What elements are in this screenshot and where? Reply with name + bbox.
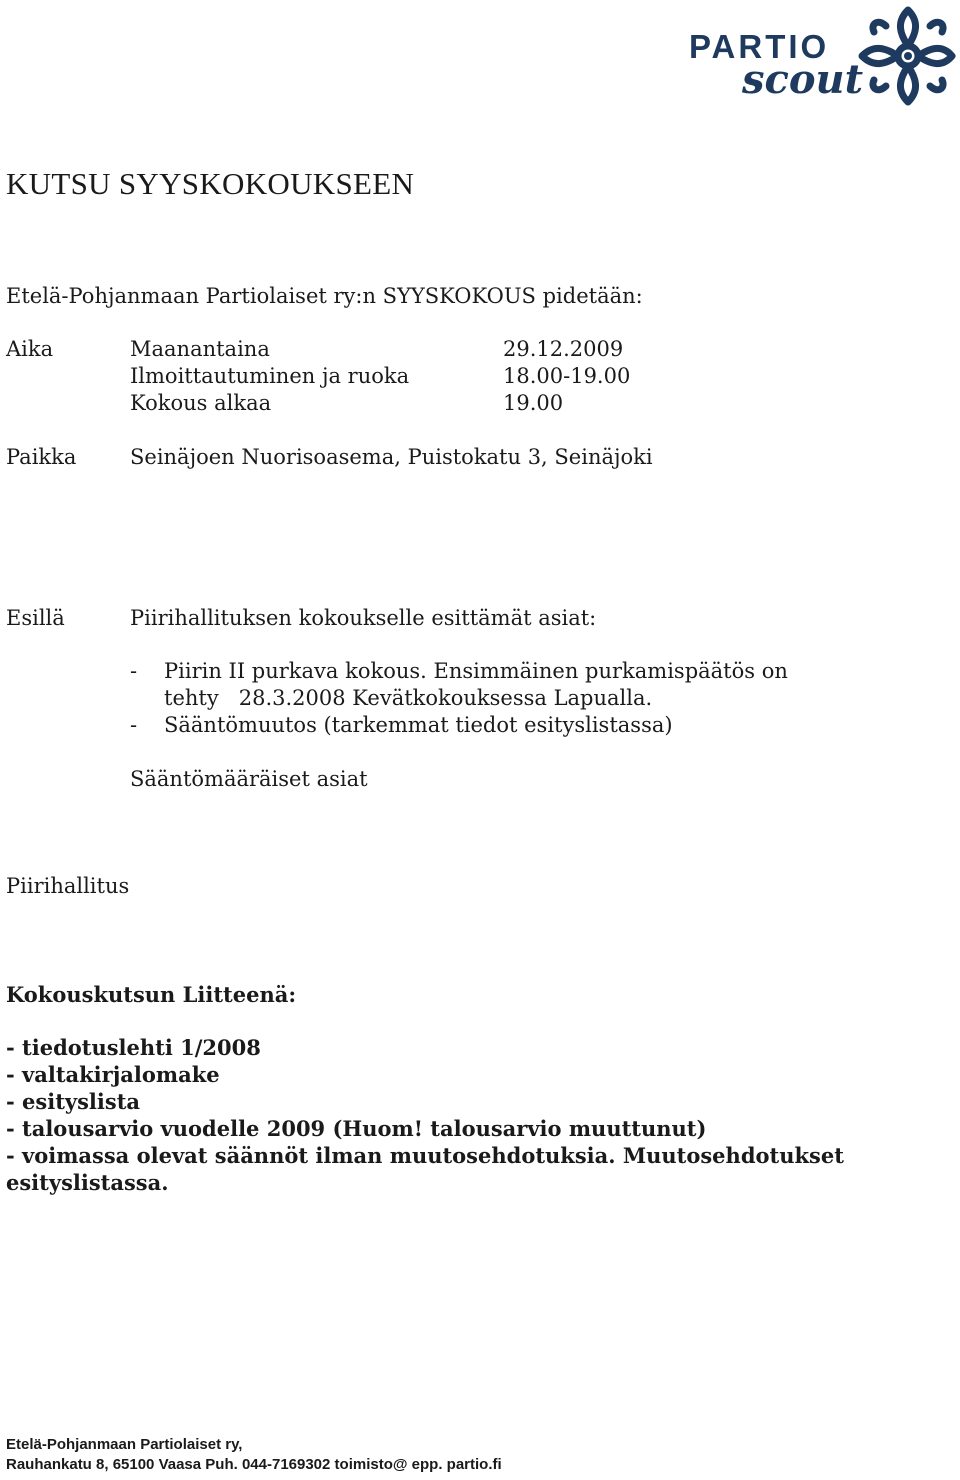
partio-scout-logo bbox=[686, 4, 958, 112]
paikka-text: Seinäjoen Nuorisoasema, Puistokatu 3, Seinäjoki bbox=[130, 445, 653, 469]
aika-row-text: Kokous alkaa bbox=[130, 391, 272, 415]
aika-label: Aika bbox=[6, 337, 54, 361]
esilla-bullet-1-line-2: tehty 28.3.2008 Kevätkokouksessa Lapualla. bbox=[164, 686, 653, 710]
attachment-item: - voimassa olevat säännöt ilman muutosehdotuksia. Muutosehdotukset bbox=[6, 1143, 844, 1168]
esilla-heading: Piirihallituksen kokoukselle esittämät asiat: bbox=[130, 606, 597, 630]
logo-word-scout: scout bbox=[742, 56, 864, 103]
paikka-label: Paikka bbox=[6, 445, 77, 469]
aika-row-value: 18.00-19.00 bbox=[503, 364, 631, 388]
esilla-label: Esillä bbox=[6, 606, 65, 630]
esilla-other: Sääntömääräiset asiat bbox=[130, 767, 368, 791]
esilla-bullet-1-line-1: Piirin II purkava kokous. Ensimmäinen purkamispäätös on bbox=[164, 659, 788, 683]
attachment-item: - tiedotuslehti 1/2008 bbox=[6, 1035, 261, 1060]
page-title: KUTSU SYYSKOKOUKSEEN bbox=[6, 166, 415, 201]
intro-text: Etelä-Pohjanmaan Partiolaiset ry:n SYYSKOKOUS pidetään: bbox=[6, 284, 643, 308]
bullet-dash: - bbox=[130, 659, 138, 683]
aika-row-value: 19.00 bbox=[503, 391, 564, 415]
attachments-heading: Kokouskutsun Liitteenä: bbox=[6, 982, 297, 1007]
aika-row-value: 29.12.2009 bbox=[503, 337, 624, 361]
footer-address: Rauhankatu 8, 65100 Vaasa Puh. 044-7169302 toimisto@ epp. partio.fi bbox=[6, 1456, 502, 1473]
esilla-bullet-2: Sääntömuutos (tarkemmat tiedot esityslistassa) bbox=[164, 713, 673, 737]
lily-emblem-icon bbox=[856, 4, 956, 108]
attachment-item: - esityslista bbox=[6, 1089, 140, 1114]
attachment-item: - valtakirjalomake bbox=[6, 1062, 220, 1087]
attachment-continuation: esityslistassa. bbox=[6, 1170, 169, 1195]
aika-row-text: Ilmoittautuminen ja ruoka bbox=[130, 364, 410, 388]
footer-organization: Etelä-Pohjanmaan Partiolaiset ry, bbox=[6, 1436, 243, 1453]
signature: Piirihallitus bbox=[6, 874, 130, 898]
aika-row-text: Maanantaina bbox=[130, 337, 270, 361]
bullet-dash: - bbox=[130, 713, 138, 737]
logo-word-partio: PARTIO bbox=[689, 28, 830, 65]
attachment-item: - talousarvio vuodelle 2009 (Huom! talousarvio muuttunut) bbox=[6, 1116, 707, 1141]
